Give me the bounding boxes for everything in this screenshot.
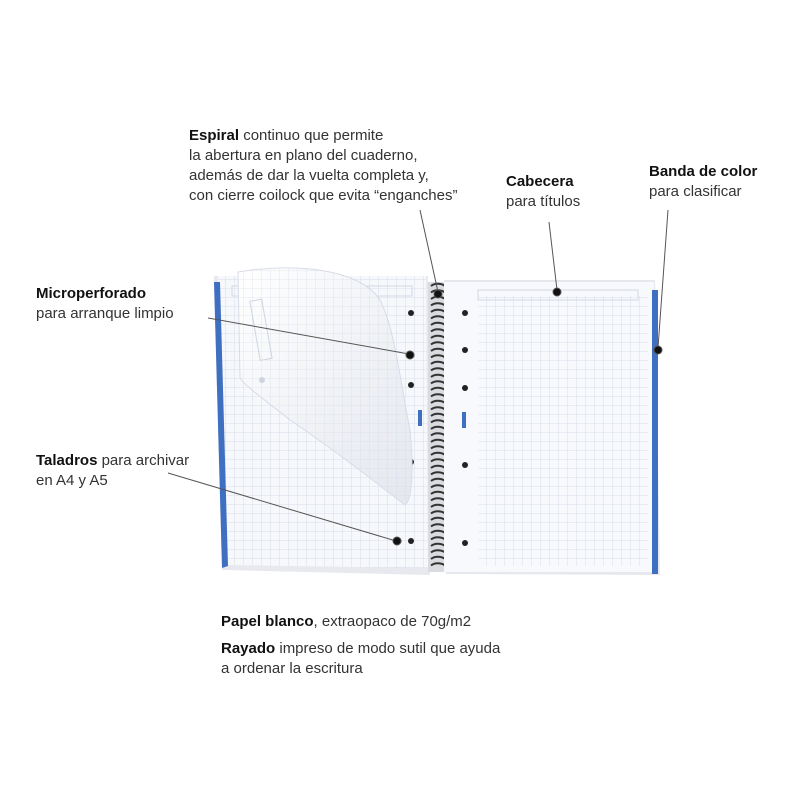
spiral-binding — [428, 282, 446, 572]
label-microperforado — [36, 284, 174, 324]
espiral-title: Espiral — [189, 127, 240, 144]
color-band-right — [652, 290, 658, 574]
microperforado-title: Microperforado — [36, 285, 147, 302]
papel-title: Papel blanco — [221, 613, 314, 630]
papel-rest: , extraopaco de 70g/m2 — [313, 613, 472, 630]
rayado-line: a ordenar la escritura — [221, 660, 363, 677]
microperforado-line: para arranque limpio — [36, 305, 174, 322]
taladros-rest: para archivar — [97, 452, 190, 469]
espiral-line-1: continuo que permite — [239, 127, 384, 144]
espiral-line-3: además de dar la vuelta completa y, — [189, 167, 429, 184]
label-espiral — [189, 126, 457, 206]
rayado-title: Rayado — [221, 640, 276, 657]
label-taladros — [36, 451, 189, 491]
banda-title: Banda de color — [649, 163, 758, 180]
cabecera-line: para títulos — [506, 193, 581, 210]
right-page — [444, 280, 660, 575]
label-papel — [221, 612, 471, 632]
rayado-rest: impreso de modo sutil que ayuda — [275, 640, 501, 657]
label-rayado — [221, 639, 500, 679]
cabecera-title: Cabecera — [506, 173, 574, 190]
label-banda — [649, 162, 757, 202]
taladros-title: Taladros — [36, 452, 98, 469]
banda-line: para clasificar — [649, 183, 742, 200]
label-cabecera — [506, 172, 580, 212]
espiral-line-4: con cierre coilock que evita “enganches” — [189, 187, 458, 204]
espiral-line-2: la abertura en plano del cuaderno, — [189, 147, 418, 164]
taladros-line: en A4 y A5 — [36, 472, 108, 489]
